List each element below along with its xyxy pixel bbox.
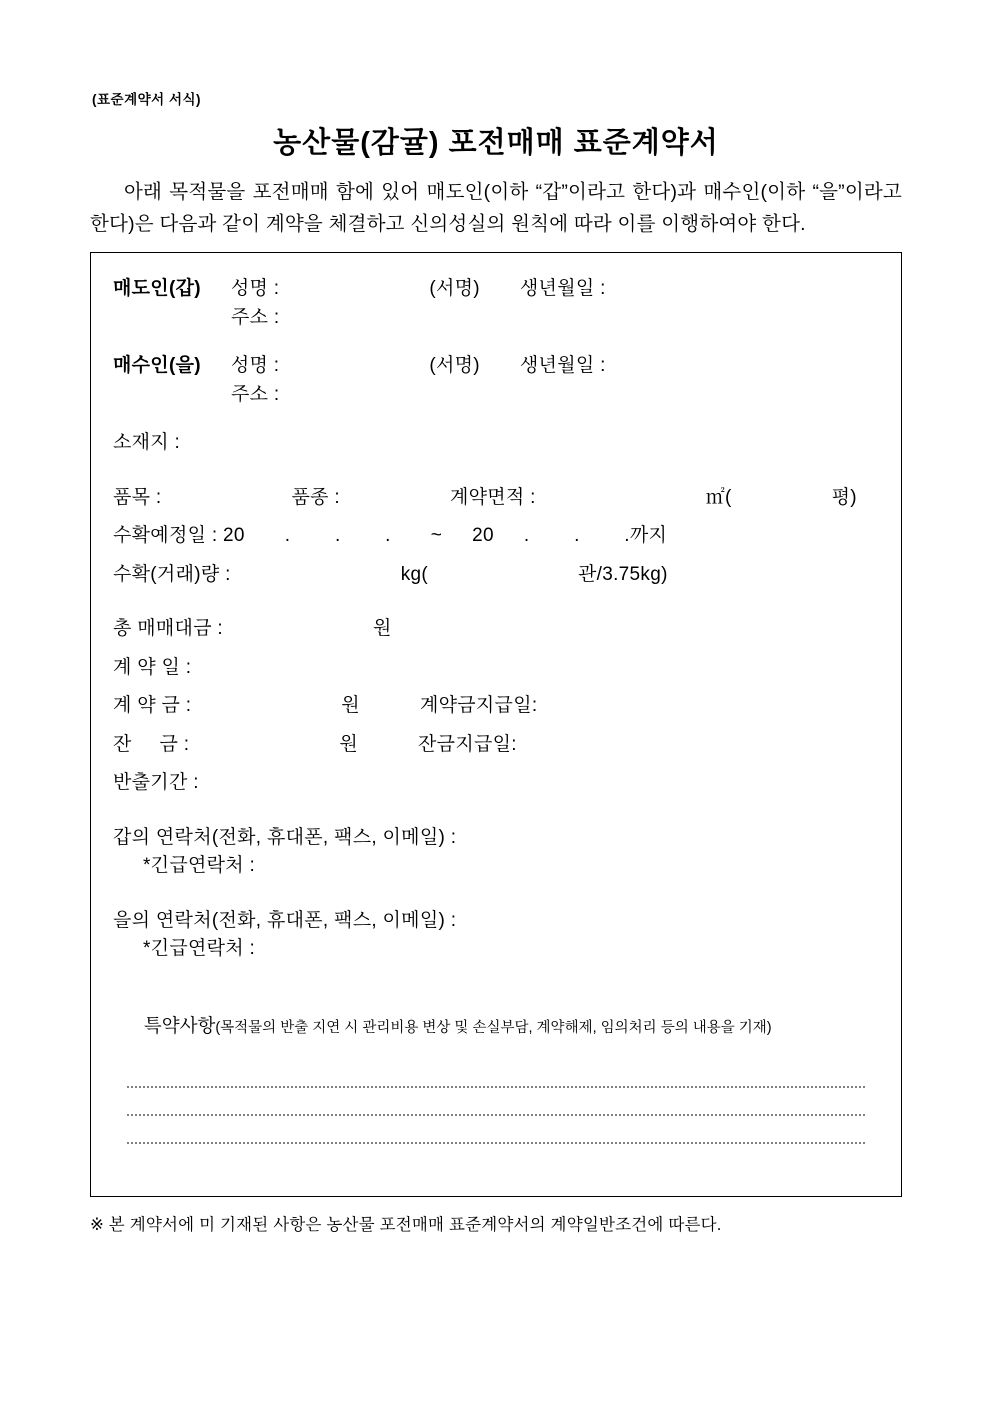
seller-emergency-row	[113, 852, 879, 881]
buyer-name-row	[113, 352, 879, 381]
buyer-contact-label: 을의 연락처(전화, 휴대폰, 팩스, 이메일) :	[113, 909, 457, 931]
buyer-emergency-row	[113, 935, 879, 964]
harvest-date-row	[113, 522, 879, 551]
form-kicker: (표준계약서 서식)	[92, 92, 202, 107]
special-terms-row	[113, 990, 879, 1060]
contract-details-box	[90, 252, 902, 1197]
balance-row	[113, 731, 879, 760]
deposit-pay-date-label: 계약금지급일:	[419, 695, 538, 717]
special-terms-line-1[interactable]	[127, 1086, 865, 1088]
total-price-label: 총 매매대금 :	[113, 618, 224, 640]
harvest-date-dots-2: . . .까지	[523, 525, 668, 547]
location-label: 소재지 :	[113, 432, 181, 454]
contract-date-row	[113, 654, 879, 683]
item-label: 품목 :	[113, 486, 162, 508]
location-row	[113, 429, 879, 458]
seller-name-row	[113, 275, 879, 304]
harvest-quantity-row	[113, 561, 879, 590]
buyer-party-label: 매수인(을)	[113, 355, 201, 377]
deposit-row	[113, 692, 879, 721]
harvest-date-year-2: 20	[472, 525, 494, 547]
seller-emergency-label: *긴급연락처 :	[143, 855, 256, 877]
harvest-quantity-unit: kg(	[400, 563, 428, 585]
harvest-quantity-unit-2: 관/3.75kg)	[577, 563, 668, 585]
special-terms-line-2[interactable]	[127, 1114, 865, 1116]
buyer-address-label: 주소 :	[231, 383, 280, 405]
seller-party-label: 매도인(갑)	[113, 278, 201, 300]
balance-pay-date-label: 잔금지급일:	[418, 733, 517, 755]
buyer-birth-label: 생년월일 :	[519, 355, 606, 377]
special-terms-label: 특약사항	[143, 1014, 216, 1036]
seller-signature-label: (서명)	[429, 278, 480, 300]
removal-period-label: 반출기간 :	[113, 772, 199, 794]
seller-address-label: 주소 :	[231, 306, 280, 328]
balance-unit: 원	[339, 733, 359, 755]
area-label: 계약면적 :	[449, 486, 536, 508]
buyer-contact-row	[113, 907, 879, 936]
harvest-date-tilde: ~	[430, 525, 443, 547]
seller-contact-label: 갑의 연락처(전화, 휴대폰, 팩스, 이메일) :	[113, 826, 457, 848]
harvest-quantity-label: 수확(거래)량 :	[113, 563, 231, 585]
intro-text: 아래 목적물을 포전매매 함에 있어 매도인(이하 “갑”이라고 한다)과 매수인(이하 “을”이라고 한다)은 다음과 같이 계약을 체결하고 신의성실의 원칙에 따라 이를 이행하여야 한다.	[90, 181, 902, 235]
footnote: ※ 본 계약서에 미 기재된 사항은 농산물 포전매매 표준계약서의 계약일반조건에 따른다.	[90, 1216, 722, 1235]
seller-address-row	[113, 304, 879, 333]
buyer-signature-label: (서명)	[429, 355, 480, 377]
buyer-emergency-label: *긴급연락처 :	[143, 938, 256, 960]
seller-birth-label: 생년월일 :	[519, 278, 606, 300]
special-terms-line-3[interactable]	[127, 1142, 865, 1144]
total-price-unit: 원	[373, 618, 392, 640]
removal-period-row	[113, 769, 879, 798]
harvest-date-label: 수확예정일 : 20	[113, 525, 245, 547]
page-title: 농산물(감귤) 포전매매 표준계약서	[273, 127, 719, 159]
seller-contact-row	[113, 824, 879, 853]
balance-label: 잔 금 :	[113, 733, 190, 755]
deposit-label: 계 약 금 :	[113, 695, 192, 717]
intro-paragraph	[90, 177, 902, 240]
variety-label: 품종 :	[291, 486, 340, 508]
item-variety-area-row	[113, 484, 879, 513]
buyer-name-label: 성명 :	[230, 355, 280, 377]
special-terms-note: (목적물의 반출 지연 시 관리비용 변상 및 손실부담, 계약해제, 임의처리 등의 내용을 기재)	[215, 1019, 772, 1036]
area-unit-pyeong-label: 평)	[831, 486, 857, 508]
harvest-date-dots-1: . . .	[284, 525, 391, 547]
area-unit-label: ㎡(	[705, 486, 732, 508]
contract-date-label: 계 약 일 :	[113, 656, 192, 678]
deposit-unit: 원	[341, 695, 360, 717]
seller-name-label: 성명 :	[230, 278, 280, 300]
buyer-address-row	[113, 381, 879, 410]
total-price-row	[113, 615, 879, 644]
